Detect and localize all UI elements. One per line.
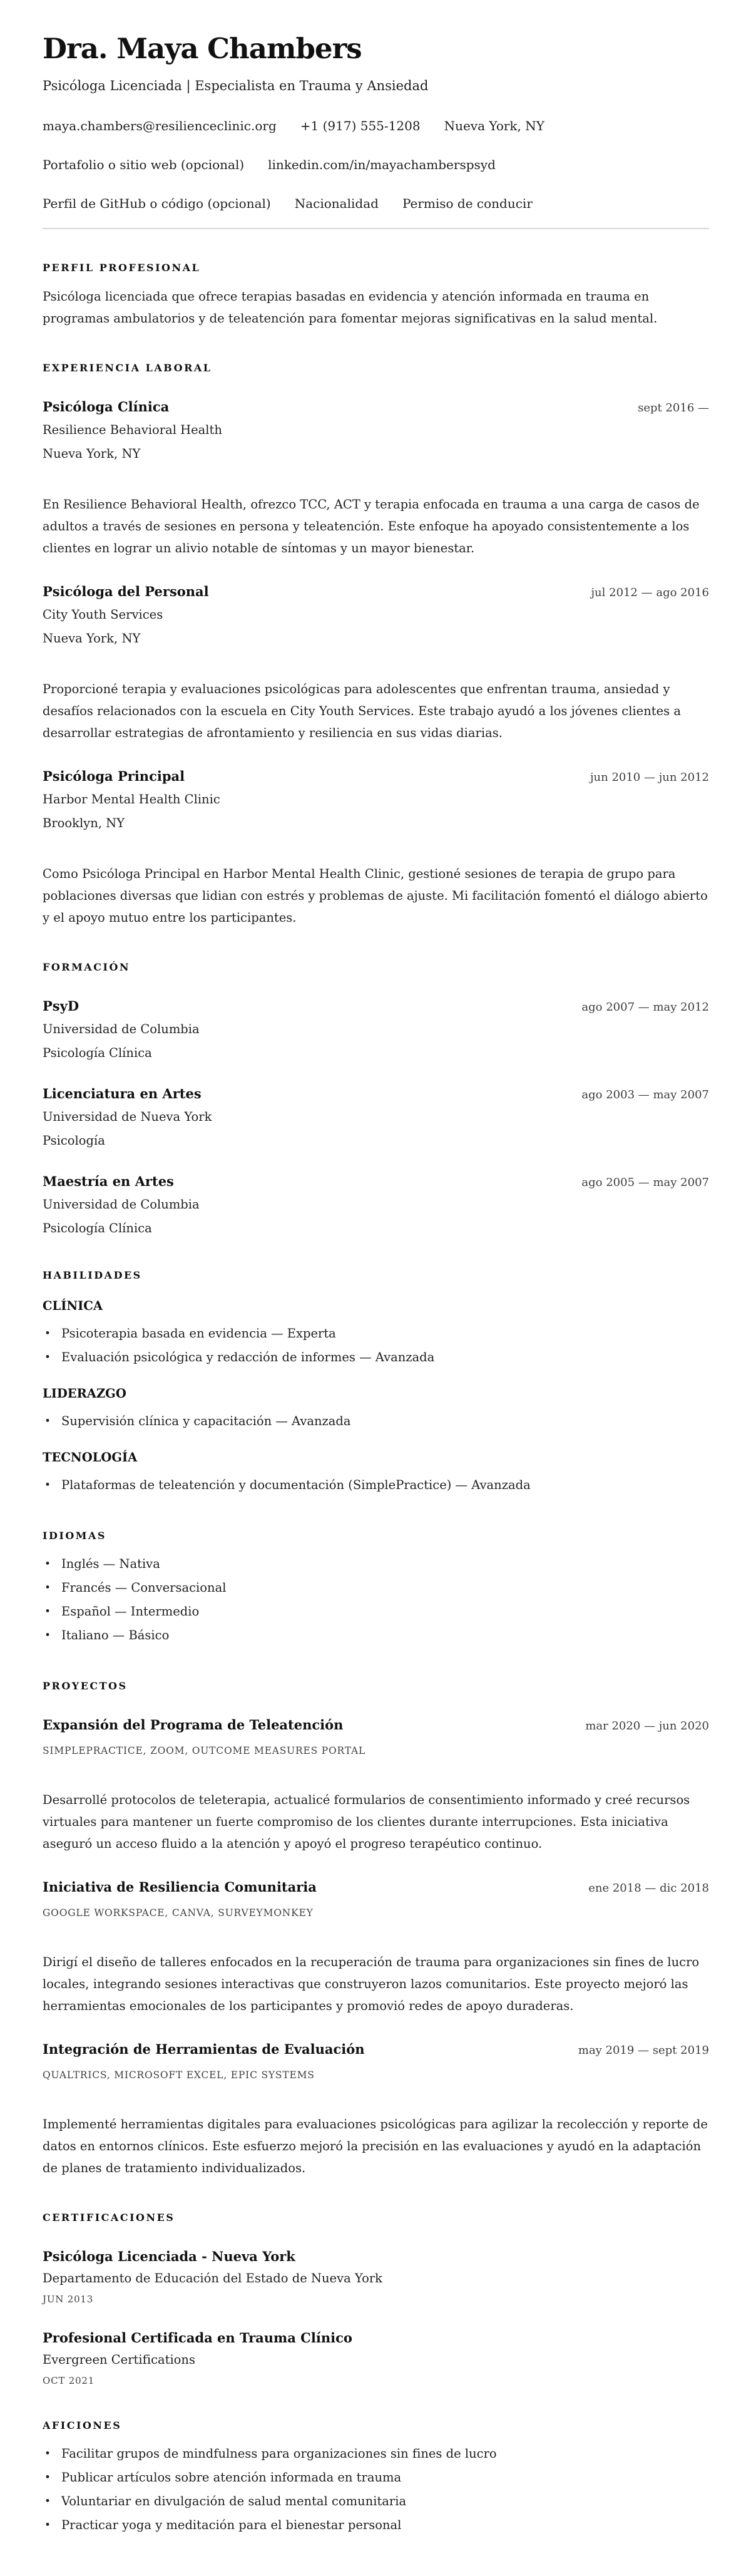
- project-tools: GOOGLE WORKSPACE, CANVA, SURVEYMONKEY: [43, 1907, 314, 1919]
- job-location: Nueva York, NY: [43, 446, 141, 461]
- section-hobbies: [43, 2419, 709, 2537]
- project-entry: [43, 2041, 709, 2179]
- linkedin-text: linkedin.com/in/mayachamberspsyd: [268, 157, 496, 172]
- skill-group-clinical: [43, 1298, 709, 1369]
- candidate-tagline: Psicóloga Licenciada | Especialista en Trauma y Ansiedad: [43, 78, 429, 93]
- skill-item: • Psicoterapia basada en evidencia — Experta: [43, 1322, 709, 1346]
- project-entry-head: [43, 2041, 709, 2059]
- section-heading-experience: EXPERIENCIA LABORAL: [43, 362, 212, 374]
- skill-group-name: CLÍNICA: [43, 1299, 103, 1313]
- section-experience: [43, 362, 709, 929]
- location-text: Nueva York, NY: [444, 118, 544, 133]
- email-text: maya.chambers@resilienceclinic.org: [43, 118, 277, 133]
- hobby-list: [43, 2442, 709, 2537]
- project-tools: SIMPLEPRACTICE, ZOOM, OUTCOME MEASURES PORTAL: [43, 1745, 366, 1756]
- job-dates: jun 2010 — jun 2012: [590, 771, 709, 784]
- project-entry-head: [43, 1878, 709, 1897]
- section-education: [43, 961, 709, 1237]
- project-dates: mar 2020 — jun 2020: [585, 1719, 709, 1733]
- degree-dates: ago 2003 — may 2007: [581, 1088, 709, 1101]
- job-description: En Resilience Behavioral Health, ofrezco TCC, ACT y terapia enfocada en trauma a una carga de casos de adultos a través de sesiones en persona y teleatención. Este enfoque ha apoyado consistentemente a los clientes en lograr un alivio notable de síntomas y un mayor bienestar.: [43, 497, 700, 555]
- job-title: Psicóloga del Personal: [43, 584, 209, 599]
- section-heading-languages: IDIOMAS: [43, 1530, 106, 1542]
- project-tools: QUALTRICS, MICROSOFT EXCEL, EPIC SYSTEMS: [43, 2069, 315, 2081]
- degree-title: Licenciatura en Artes: [43, 1086, 202, 1101]
- nationality-placeholder-text: Nacionalidad: [294, 196, 379, 211]
- hobby-item: • Practicar yoga y meditación para el bienestar personal: [43, 2513, 709, 2537]
- project-dates: ene 2018 — dic 2018: [588, 1882, 709, 1895]
- skill-item: • Evaluación psicológica y redacción de informes — Avanzada: [43, 1346, 709, 1369]
- job-entry: [43, 398, 709, 559]
- github-placeholder-text: Perfil de GitHub o código (opcional): [43, 196, 271, 211]
- skill-list: [43, 1473, 709, 1497]
- degree-field: Psicología: [43, 1133, 105, 1148]
- certification-title: Profesional Certificada en Trauma Clínico: [43, 2330, 352, 2346]
- language-item: • Inglés — Nativa: [43, 1552, 709, 1576]
- certification-title: Psicóloga Licenciada - Nueva York: [43, 2249, 295, 2264]
- skill-group-name: LIDERAZGO: [43, 1386, 126, 1401]
- skill-group-leadership: [43, 1386, 709, 1433]
- degree-field: Psicología Clínica: [43, 1046, 152, 1060]
- section-heading-certifications: CERTIFICACIONES: [43, 2212, 175, 2223]
- job-company: City Youth Services: [43, 607, 163, 622]
- section-languages: [43, 1530, 709, 1647]
- degree-dates: ago 2005 — may 2007: [581, 1176, 709, 1189]
- candidate-name: Dra. Maya Chambers: [43, 32, 362, 65]
- language-list: [43, 1552, 709, 1647]
- job-title: Psicóloga Clínica: [43, 399, 170, 415]
- degree-school: Universidad de Columbia: [43, 1197, 200, 1212]
- job-entry: [43, 583, 709, 744]
- degree-school: Universidad de Columbia: [43, 1022, 200, 1036]
- language-item: • Francés — Conversacional: [43, 1576, 709, 1600]
- section-skills: [43, 1269, 709, 1497]
- skill-item: • Supervisión clínica y capacitación — Avanzada: [43, 1409, 709, 1433]
- education-entry: [43, 1085, 709, 1149]
- job-title: Psicóloga Principal: [43, 768, 185, 784]
- hobby-item: • Publicar artículos sobre atención informada en trauma: [43, 2466, 709, 2490]
- profile-summary: Psicóloga licenciada que ofrece terapias basadas en evidencia y atención informada en trauma en programas ambulatorios y de teleatención para fomentar mejoras significativas en la salud mental.: [43, 289, 658, 326]
- certification-issuer: Departamento de Educación del Estado de Nueva York: [43, 2271, 382, 2285]
- project-title: Integración de Herramientas de Evaluación: [43, 2041, 365, 2057]
- phone-text: +1 (917) 555-1208: [300, 118, 421, 133]
- resume-header: [43, 33, 709, 229]
- certification-date: JUN 2013: [43, 2294, 94, 2305]
- skill-list: [43, 1322, 709, 1369]
- degree-dates: ago 2007 — may 2012: [581, 1001, 709, 1014]
- degree-title: Maestría en Artes: [43, 1173, 174, 1189]
- certification-issuer: Evergreen Certifications: [43, 2352, 195, 2367]
- contact-row-1: [43, 118, 709, 134]
- job-dates: sept 2016 —: [638, 401, 709, 415]
- skill-group-technology: [43, 1450, 709, 1497]
- project-entry-head: [43, 1716, 709, 1735]
- certification-date: OCT 2021: [43, 2375, 95, 2386]
- portfolio-placeholder-text: Portafolio o sitio web (opcional): [43, 157, 245, 172]
- section-heading-skills: HABILIDADES: [43, 1269, 142, 1281]
- job-company: Resilience Behavioral Health: [43, 423, 222, 437]
- job-company: Harbor Mental Health Clinic: [43, 792, 220, 806]
- certification-entry: [43, 2248, 709, 2306]
- education-entry: [43, 997, 709, 1061]
- language-item: • Español — Intermedio: [43, 1600, 709, 1624]
- section-profile: [43, 262, 709, 329]
- education-entry: [43, 1173, 709, 1237]
- contact-row-3: [43, 195, 709, 212]
- job-dates: jul 2012 — ago 2016: [591, 586, 709, 599]
- project-entry: [43, 1878, 709, 2017]
- section-heading-projects: PROYECTOS: [43, 1680, 128, 1692]
- job-entry-head: [43, 398, 709, 417]
- degree-school: Universidad de Nueva York: [43, 1110, 212, 1124]
- project-title: Expansión del Programa de Teleatención: [43, 1717, 344, 1733]
- section-heading-education: FORMACIÓN: [43, 961, 130, 973]
- degree-field: Psicología Clínica: [43, 1221, 152, 1235]
- job-location: Brooklyn, NY: [43, 816, 125, 830]
- project-dates: may 2019 — sept 2019: [578, 2044, 709, 2057]
- language-item: • Italiano — Básico: [43, 1624, 709, 1647]
- job-description: Proporcioné terapia y evaluaciones psicológicas para adolescentes que enfrentan trauma, ansiedad y desafíos relacionados con la escuela en City Youth Services. Este trabajo ayudó a los jóvenes clientes a desarrollar estrategias de afrontamiento y resiliencia en sus vidas diarias.: [43, 682, 681, 740]
- job-entry-head: [43, 768, 709, 786]
- certification-entry: [43, 2329, 709, 2387]
- project-description: Dirigí el diseño de talleres enfocados en la recuperación de trauma para organizaciones sin fines de lucro locales, integrando sesiones interactivas que construyeron lazos comunitarios. Este proyecto mejoró las herramientas emocionales de los participantes y promovió redes de apoyo duraderas.: [43, 1955, 700, 2013]
- header-divider: [43, 228, 709, 229]
- project-description: Implementé herramientas digitales para evaluaciones psicológicas para agilizar la recolección y reporte de datos en entornos clínicos. Este esfuerzo mejoró la precisión en las evaluaciones y ayudó en la adaptación de planes de tratamiento individualizados.: [43, 2117, 708, 2175]
- section-certifications: [43, 2212, 709, 2387]
- job-entry-head: [43, 583, 709, 602]
- section-heading-hobbies: AFICIONES: [43, 2419, 122, 2431]
- contact-row-2: [43, 157, 709, 173]
- driving-permit-placeholder-text: Permiso de conducir: [402, 196, 533, 211]
- project-description: Desarrollé protocolos de teleterapia, actualicé formularios de consentimiento informado y creé recursos virtuales para mantener un fuerte compromiso de los clientes durante interrupciones. Esta iniciativa aseguró un acceso fluido a la atención y apoyó el progreso terapéutico continuo.: [43, 1793, 690, 1851]
- skill-group-name: TECNOLOGÍA: [43, 1450, 138, 1465]
- section-projects: [43, 1680, 709, 2179]
- degree-title: PsyD: [43, 998, 79, 1014]
- education-entry-head: [43, 1085, 709, 1104]
- section-heading-profile: PERFIL PROFESIONAL: [43, 262, 201, 274]
- job-location: Nueva York, NY: [43, 631, 141, 646]
- job-entry: [43, 768, 709, 929]
- hobby-item: • Voluntariar en divulgación de salud mental comunitaria: [43, 2490, 709, 2513]
- hobby-item: • Facilitar grupos de mindfulness para organizaciones sin fines de lucro: [43, 2442, 709, 2466]
- skill-item: • Plataformas de teleatención y documentación (SimplePractice) — Avanzada: [43, 1473, 709, 1497]
- project-entry: [43, 1716, 709, 1855]
- skill-list: [43, 1409, 709, 1433]
- education-entry-head: [43, 997, 709, 1016]
- education-entry-head: [43, 1173, 709, 1192]
- project-title: Iniciativa de Resiliencia Comunitaria: [43, 1879, 317, 1895]
- job-description: Como Psicóloga Principal en Harbor Mental Health Clinic, gestioné sesiones de terapia de grupo para poblaciones diversas que lidian con estrés y problemas de ajuste. Mi facilitación fomentó el diálogo abierto y el apoyo mutuo entre los participantes.: [43, 867, 708, 925]
